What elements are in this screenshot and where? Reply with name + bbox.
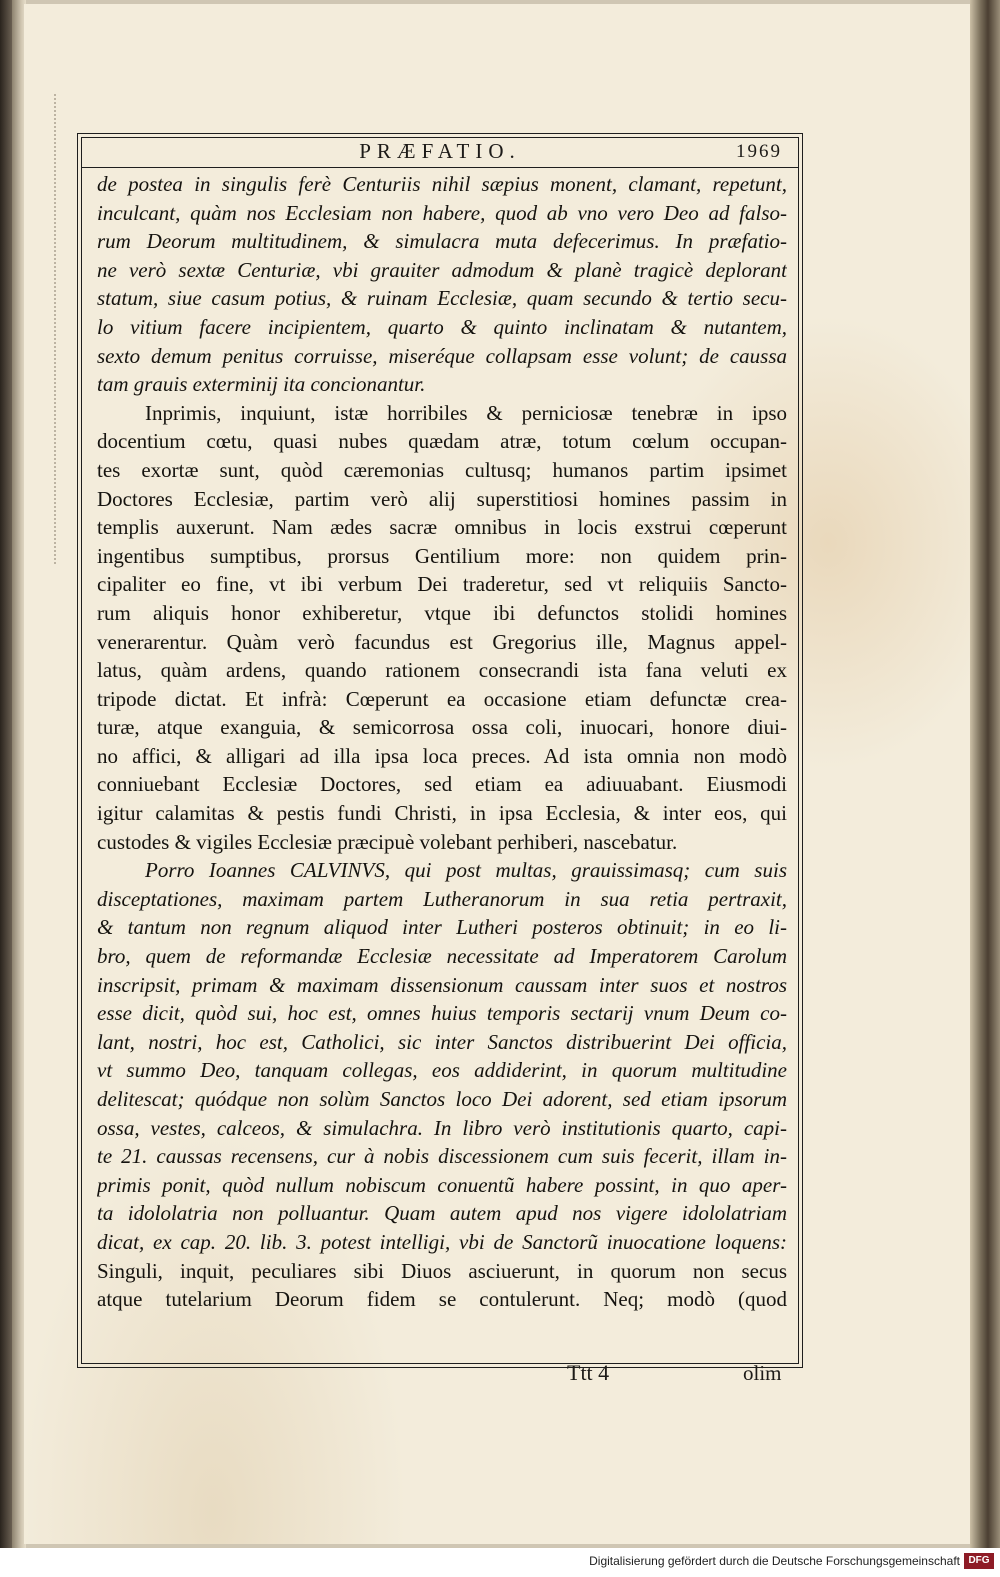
text-line: dicat, ex cap. 20. lib. 3. potest intelligi, vbi de Sanctorũ inuocatione loquens: <box>97 1229 787 1254</box>
text-line: lant, nostri, hoc est, Catholici, sic inter Sanctos distribuerint Dei officia, <box>97 1029 787 1054</box>
book-page <box>24 4 970 1544</box>
text-line: atque tutelarium Deorum fidem se contulerunt. Neq; modò (quod <box>97 1287 787 1312</box>
text-line: no affici, & alligari ad illa ipsa loca preces. Ad ista omnia non modò <box>97 743 787 768</box>
text-line: esse dicit, quòd sui, hoc est, omnes huius temporis sectarij vnum Deum co- <box>97 1001 787 1026</box>
text-line: Porro Ioannes CALVINVS, qui post multas, grauissimasq; cum suis <box>145 858 787 883</box>
text-line: de postea in singulis ferè Centuriis nihil sæpius monent, clamant, repetunt, <box>97 172 787 196</box>
running-title: PRÆFATIO. <box>359 139 521 163</box>
text-line: delitescat; quódque non solùm Sanctos loco Dei adorent, sed etiam ipsorum <box>97 1087 787 1111</box>
book-binding-left <box>0 0 12 1577</box>
body-text <box>97 170 787 1314</box>
text-line: ne verò sextæ Centuriæ, vbi grauiter admodum & planè tragicè deplorant <box>97 257 787 282</box>
text-line: disceptationes, maximam partem Lutheranorum in sua retia pertraxit, <box>97 886 787 911</box>
text-line: venerarentur. Quàm verò facundus est Gregorius ille, Magnus appel- <box>97 629 787 654</box>
text-line: rum Deorum multitudinem, & simulacra muta defecerimus. In præfatio- <box>97 229 787 254</box>
text-line: & tantum non regnum aliquod inter Lutheri posteros obtinuit; in eo li- <box>97 915 787 940</box>
text-line: custodes & vigiles Ecclesiæ præcipuè volebant perhiberi, nascebatur. <box>97 829 678 854</box>
text-line: te 21. caussas recensens, cur à nobis discessionem cum suis fecerit, illam in- <box>97 1144 787 1169</box>
page-number: 1969 <box>736 141 782 162</box>
page-header <box>82 137 798 168</box>
text-line: tes exortæ sunt, quòd cæremonias cultusq; humanos partim ipsimet <box>97 457 787 482</box>
text-line: tam grauis exterminij ita concionantur. <box>97 372 426 397</box>
text-line: sexto demum penitus corruisse, miseréque collapsam esse volunt; de caussa <box>97 343 787 368</box>
text-line: ossa, vestes, calceos, & simulachra. In libro verò institutionis quarto, capi- <box>97 1115 787 1140</box>
text-line: tripode dictat. Et infrà: Cœperunt ea occasione etiam defunctæ crea- <box>97 686 787 711</box>
text-line: inscripsit, primam & maximam dissensionum caussam inter suos et nostros <box>97 972 787 997</box>
text-line: rum aliquis honor exhiberetur, vtque ibi defunctos stolidi homines <box>97 600 787 625</box>
text-line: vt summo Deo, tanquam collegas, eos addiderint, in quorum multitudine <box>97 1058 787 1083</box>
text-line: docentium cœtu, quasi nubes quædam atræ, totum cœlum occupan- <box>97 429 787 454</box>
catchword: olim <box>743 1361 782 1385</box>
text-line: turæ, atque exanguia, & semicorrosa ossa coli, inuocari, honore diui- <box>97 715 787 740</box>
gutter-shadow <box>54 94 66 564</box>
book-edge-right <box>970 0 1000 1577</box>
signature-mark: Ttt 4 <box>567 1360 610 1385</box>
text-line: ta idololatria non polluantur. Quam autem apud nos vigere idololatriam <box>97 1201 787 1226</box>
text-line: Doctores Ecclesiæ, partim verò alij superstitiosi homines passim in <box>97 486 787 511</box>
text-line: inculcant, quàm nos Ecclesiam non habere, quod ab vno vero Deo ad falso- <box>97 200 787 225</box>
text-line: latus, quàm ardens, quando rationem consecrandi ista fana veluti ex <box>97 658 787 683</box>
text-line: Singuli, inquit, peculiares sibi Diuos asciuerunt, in quorum non secus <box>97 1258 787 1283</box>
text-line: igitur calamitas & pestis fundi Christi, in ipsa Ecclesia, & inter eos, qui <box>97 801 787 826</box>
text-line: conniuebant Ecclesiæ Doctores, sed etiam ea adiuuabant. Eiusmodi <box>97 772 787 797</box>
text-line: cipaliter eo fine, vt ibi verbum Dei traderetur, sed vt reliquiis Sancto- <box>97 572 787 597</box>
credit-text: Digitalisierung gefördert durch die Deutsche Forschungsgemeinschaft <box>589 1554 960 1568</box>
text-line: primis ponit, quòd nullum nobiscum conuentũ habere possint, in quo aper- <box>97 1172 787 1197</box>
text-line: statum, siue casum potius, & ruinam Ecclesiæ, quam secundo & tertio secu- <box>97 286 787 311</box>
text-line: lo vitium facere incipientem, quarto & quinto inclinatam & nutantem, <box>97 314 787 339</box>
text-frame <box>81 137 799 1364</box>
credit-bar <box>0 1548 1000 1577</box>
text-line: templis auxerunt. Nam ædes sacræ omnibus in locis exstrui cœperunt <box>97 515 787 540</box>
text-line: ingentibus sumptibus, prorsus Gentilium more: non quidem prin- <box>97 543 787 568</box>
text-line: Inprimis, inquiunt, istæ horribiles & perniciosæ tenebræ in ipso <box>145 400 787 425</box>
dfg-logo-icon: DFG <box>964 1553 994 1569</box>
text-line: bro, quem de reformandæ Ecclesiæ necessitate ad Imperatorem Carolum <box>97 944 787 969</box>
